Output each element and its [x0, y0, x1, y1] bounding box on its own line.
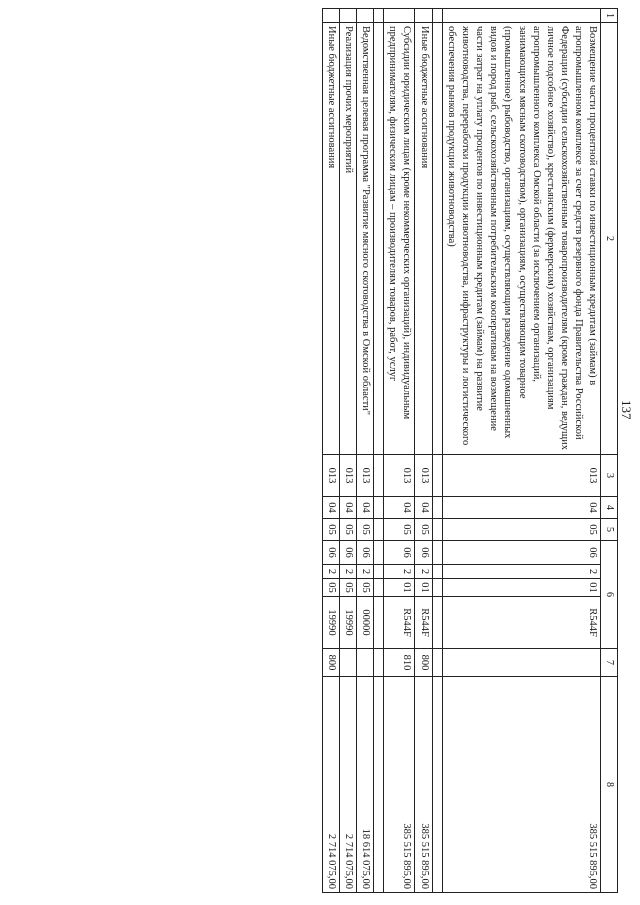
row-description: Реализация прочих мероприятий: [339, 23, 356, 455]
empty-cell: [374, 677, 384, 893]
code-cell-c6a: 06: [322, 541, 339, 565]
header-cell: 6: [601, 541, 618, 649]
header-cell: 4: [601, 497, 618, 519]
code-cell-c4: 04: [442, 497, 601, 519]
empty-cell: [374, 649, 384, 677]
empty-cell: [374, 579, 384, 597]
empty-cell: [432, 649, 442, 677]
header-cell: 2: [601, 23, 618, 455]
row-index-cell: [339, 9, 356, 23]
code-cell-c5: 05: [415, 519, 432, 541]
empty-cell: [432, 579, 442, 597]
code-cell-c6b: 2: [384, 565, 415, 579]
code-cell-c6a: 06: [415, 541, 432, 565]
empty-cell: [374, 9, 384, 23]
row-index-cell: [384, 9, 415, 23]
code-cell-c6a: 06: [442, 541, 601, 565]
row-description: Иные бюджетные ассигнования: [322, 23, 339, 455]
code-cell-c6c: 01: [442, 579, 601, 597]
code-cell-c6d: R544F: [415, 597, 432, 649]
empty-cell: [432, 455, 442, 497]
empty-cell: [432, 565, 442, 579]
code-cell-c4: 04: [384, 497, 415, 519]
code-cell-c6b: 2: [356, 565, 373, 579]
code-cell-c6d: 19990: [322, 597, 339, 649]
row-index-cell: [442, 9, 601, 23]
empty-cell: [374, 597, 384, 649]
empty-cell: [432, 677, 442, 893]
empty-cell: [374, 519, 384, 541]
code-cell-c7: 800: [322, 649, 339, 677]
code-cell-c4: 04: [356, 497, 373, 519]
header-row: [601, 9, 618, 893]
empty-cell: [374, 455, 384, 497]
amount-cell: 2 714 075,00: [322, 677, 339, 893]
spacer-row: [432, 9, 442, 893]
table-row: [356, 9, 373, 893]
code-cell-c6a: 06: [356, 541, 373, 565]
code-cell-c4: 04: [339, 497, 356, 519]
spacer-row: [374, 9, 384, 893]
code-cell-c7: [339, 649, 356, 677]
code-cell-c3: 013: [442, 455, 601, 497]
code-cell-c7: 810: [384, 649, 415, 677]
code-cell-c6a: 06: [384, 541, 415, 565]
code-cell-c6d: 19990: [339, 597, 356, 649]
code-cell-c6a: 06: [339, 541, 356, 565]
budget-table: [322, 8, 618, 893]
code-cell-c5: 05: [384, 519, 415, 541]
code-cell-c3: 013: [384, 455, 415, 497]
code-cell-c5: 05: [442, 519, 601, 541]
amount-cell: 385 515 895,00: [415, 677, 432, 893]
code-cell-c7: 800: [415, 649, 432, 677]
empty-cell: [432, 519, 442, 541]
code-cell-c4: 04: [415, 497, 432, 519]
table-row: [384, 9, 415, 893]
row-description: Иные бюджетные ассигнования: [415, 23, 432, 455]
table-row: [442, 9, 601, 893]
row-index-cell: [356, 9, 373, 23]
empty-cell: [432, 541, 442, 565]
empty-cell: [432, 9, 442, 23]
code-cell-c4: 04: [322, 497, 339, 519]
header-cell: 3: [601, 455, 618, 497]
code-cell-c3: 013: [322, 455, 339, 497]
code-cell-c7: [356, 649, 373, 677]
code-cell-c5: 05: [322, 519, 339, 541]
row-index-cell: [322, 9, 339, 23]
code-cell-c7: [442, 649, 601, 677]
code-cell-c5: 05: [356, 519, 373, 541]
code-cell-c6c: 01: [384, 579, 415, 597]
code-cell-c6c: 05: [339, 579, 356, 597]
row-index-cell: [415, 9, 432, 23]
amount-cell: 2 714 075,00: [339, 677, 356, 893]
empty-cell: [432, 497, 442, 519]
code-cell-c3: 013: [356, 455, 373, 497]
table-row: [339, 9, 356, 893]
code-cell-c6d: 00000: [356, 597, 373, 649]
code-cell-c6d: R544F: [384, 597, 415, 649]
row-description: Возмещение части процентной ставки по инвестиционным кредитам (займам) в агропромышленном комплексе за счет средств резервного фонда Правительства Российской Федерации (субсидии сельскохозяйственным товаропроизводителям (кроме граждан, ведущих личное подсобное хозяйство), крестьянским (фермерским) хозяйствам, организациям агропромышленного комплекса Омской области (за исключением организаций, занимающихся мясным скотоводством), организациям, осуществляющим товарное (промышленное) рыбоводство, организациям, осуществляющим разведение одомашненных видов и пород рыб, сельскохозяйственным потребительским кооперативам на возмещение части затрат на уплату процентов по инвестиционным кредитам (займам) на развитие животноводства, переработки продукции животноводства, инфраструктуры и логистического обеспечения рынков продукции животноводства): [442, 23, 601, 455]
code-cell-c6b: 2: [322, 565, 339, 579]
code-cell-c5: 05: [339, 519, 356, 541]
table-row: [322, 9, 339, 893]
table-row: [415, 9, 432, 893]
code-cell-c6b: 2: [339, 565, 356, 579]
amount-cell: 385 515 895,00: [442, 677, 601, 893]
empty-cell: [432, 23, 442, 455]
code-cell-c6b: 2: [415, 565, 432, 579]
code-cell-c3: 013: [339, 455, 356, 497]
empty-cell: [374, 541, 384, 565]
row-description: Субсидии юридическим лицам (кроме некоммерческих организаций), индивидуальным предпринимателям, физическим лицам – производителям товаров, работ, услуг: [384, 23, 415, 455]
empty-cell: [374, 497, 384, 519]
code-cell-c6c: 05: [356, 579, 373, 597]
empty-cell: [374, 23, 384, 455]
code-cell-c6c: 05: [322, 579, 339, 597]
empty-cell: [374, 565, 384, 579]
row-description: Ведомственная целевая программа "Развитие мясного скотоводства в Омской области": [356, 23, 373, 455]
empty-cell: [432, 597, 442, 649]
header-cell: 5: [601, 519, 618, 541]
amount-cell: 18 614 075,00: [356, 677, 373, 893]
header-cell: 8: [601, 677, 618, 893]
page-number: 137: [619, 400, 634, 420]
code-cell-c6c: 01: [415, 579, 432, 597]
code-cell-c3: 013: [415, 455, 432, 497]
header-cell: 7: [601, 649, 618, 677]
amount-cell: 385 515 895,00: [384, 677, 415, 893]
header-cell: 1: [601, 9, 618, 23]
code-cell-c6b: 2: [442, 565, 601, 579]
code-cell-c6d: R544F: [442, 597, 601, 649]
